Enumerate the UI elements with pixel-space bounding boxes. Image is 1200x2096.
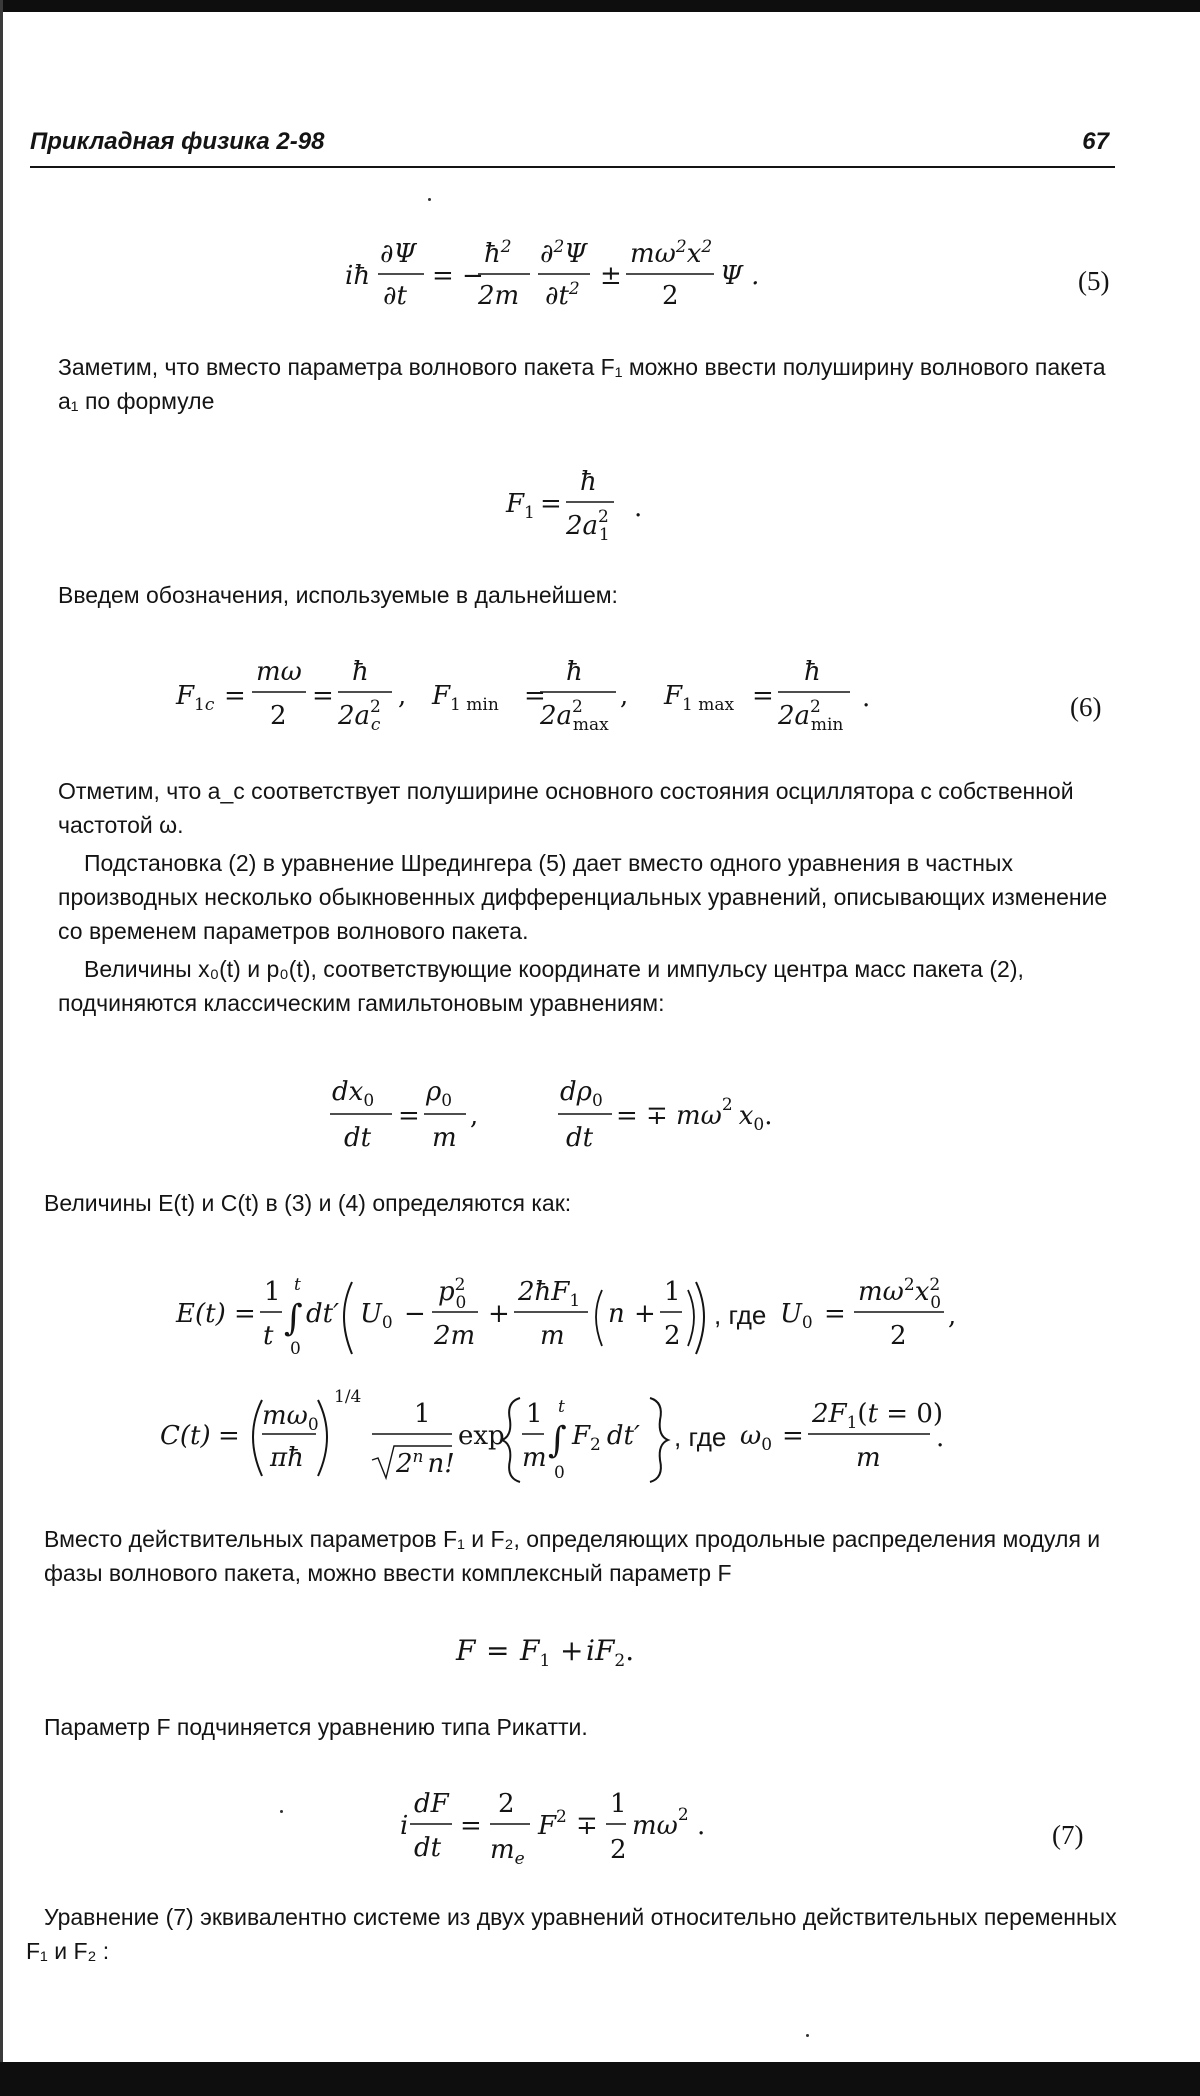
svg-text:mω2x2: $m\omega^2x^2$ — [630, 237, 713, 269]
equation-f1-graphic — [0, 462, 1200, 548]
scan-speck — [428, 198, 431, 201]
svg-text:,: , — [470, 1101, 479, 1131]
equation-7-number: (7) — [1052, 1820, 1084, 1850]
equation-6-number: (6) — [1070, 692, 1102, 722]
equation-hamilton-graphic — [0, 1070, 1200, 1160]
running-title: Прикладная физика 2-98 — [30, 128, 325, 155]
svg-text:m: m — [856, 1443, 881, 1473]
svg-text:1: 1 — [526, 1399, 543, 1429]
svg-text:,: , — [948, 1301, 957, 1331]
svg-text:mω2x0.: $m\omega^2$ $x_0$. — [676, 1095, 773, 1135]
equation-7-graphic — [0, 1778, 1200, 1870]
svg-text:2m: 2m — [478, 281, 520, 311]
svg-text:=: = — [460, 1811, 482, 1841]
scan-border-bottom — [0, 2062, 1200, 2096]
equation-7 — [0, 1778, 1200, 1870]
svg-text:F1: $F_1$ — [520, 1634, 551, 1671]
svg-text:2: 2 — [610, 1835, 627, 1865]
svg-text:∂Ψ: ∂Ψ — [380, 239, 417, 269]
svg-text:=: = — [752, 681, 774, 711]
svg-text:n: n — [608, 1299, 625, 1329]
equation-f1-halfwidth — [0, 462, 1200, 548]
svg-text:t: t — [294, 1275, 301, 1295]
svg-text:2nn!: 2$^n$ n! — [396, 1447, 455, 1479]
svg-text:iF2.: $iF_2$. — [586, 1634, 635, 1671]
svg-text:±: ± — [600, 261, 622, 291]
paragraph-oscillator-ground-state: Отметим, что a_c соответствует полуширине основного состояния осциллятора с собственной частотой ω. — [58, 778, 1080, 838]
svg-text:0: 0 — [554, 1463, 565, 1483]
svg-text:F2dt′: $F_2$ dt′ — [572, 1421, 640, 1455]
svg-text:=: = — [312, 681, 334, 711]
svg-text:U0: $U_0$ — [360, 1299, 393, 1333]
svg-text:F1 min: $F_{1 min}$ — [432, 681, 499, 715]
svg-text:2a2max: $2a^2$ max — [540, 697, 609, 735]
svg-text:=: = — [824, 1299, 846, 1329]
svg-text:ρ0: $\rho_0$ — [426, 1077, 453, 1111]
svg-text:F2: $F^2$ — [538, 1807, 567, 1841]
svg-text:πħ: πħ — [270, 1443, 304, 1473]
equation-normalization-graphic — [0, 1380, 1200, 1492]
svg-text:exp: exp — [458, 1421, 505, 1451]
svg-text:=: = — [540, 489, 562, 519]
svg-text:ħ: ħ — [352, 657, 369, 687]
equation-5 — [0, 232, 1200, 318]
paragraph-packet-halfwidth: Заметим, что вместо параметра волнового пакета F₁ можно ввести полуширину волнового пакета a₁ по формуле — [58, 354, 1112, 414]
svg-text:+: + — [634, 1299, 656, 1329]
svg-text:dρ0: $d\rho_0$ — [560, 1077, 603, 1111]
svg-text:mω2 .: $m\omega^2$ . — [632, 1805, 706, 1841]
svg-text:1: 1 — [414, 1399, 431, 1429]
svg-text:=: = — [782, 1421, 804, 1451]
svg-text:2F1(t = 0): $2F_1(t = 0)$ — [812, 1399, 944, 1433]
svg-text:iħ: iħ — [345, 261, 371, 291]
svg-text:=: = — [398, 1101, 420, 1131]
svg-text:∂t2: $\partial t^2$ — [545, 279, 580, 311]
svg-text:ω0: $\omega_0$ — [740, 1421, 773, 1455]
paragraph-complex-parameter: Вместо действительных параметров F₁ и F₂, определяющих продольные распределения модуля и фазы волнового пакета, можно ввести комплексный параметр F — [44, 1526, 1107, 1586]
svg-text:F: F — [456, 1634, 476, 1667]
svg-text:+: + — [560, 1634, 584, 1667]
svg-text:dt: dt — [344, 1123, 372, 1153]
svg-text:,: , — [620, 681, 629, 711]
svg-text:−: − — [404, 1299, 426, 1329]
svg-text:ħ: ħ — [804, 657, 821, 687]
svg-text:∓: ∓ — [576, 1811, 598, 1841]
svg-text:0: 0 — [290, 1339, 301, 1359]
svg-text:ħ2: $ħ^2$ — [484, 237, 512, 269]
svg-text:∫: ∫ — [284, 1298, 303, 1339]
svg-text:t: t — [263, 1321, 274, 1351]
equation-hamilton — [0, 1070, 1200, 1160]
scan-speck — [806, 2034, 809, 2037]
svg-text:ħ: ħ — [566, 657, 583, 687]
svg-text:=: = — [524, 681, 546, 711]
page-header — [30, 126, 1115, 168]
equation-energy — [0, 1264, 1200, 1364]
svg-text:2: 2 — [498, 1789, 515, 1819]
equation-6 — [0, 652, 1200, 748]
equation-energy-graphic — [0, 1264, 1200, 1364]
paragraph-notation: Введем обозначения, используемые в дальнейшем: — [58, 582, 618, 608]
paragraph-substitution: Подстановка (2) в уравнение Шредингера (5) дает вместо одного уравнения в частных производных несколько обыкновенных дифференциальных уравнений, описывающих изменение со временем параметров волнового пакета. — [58, 850, 1114, 944]
svg-text:=: = — [218, 1421, 240, 1451]
svg-text:mω2x20: $m\omega^2x^2$ 0 — [858, 1275, 942, 1313]
svg-text:F1 max: $F_{1 max}$ — [664, 681, 735, 715]
svg-text:i: i — [400, 1811, 409, 1841]
svg-text:dF: dF — [414, 1789, 449, 1819]
svg-text:1: 1 — [664, 1277, 681, 1307]
svg-text:+: + — [488, 1299, 510, 1329]
svg-text:= −: = − — [432, 261, 484, 291]
svg-text:,: , — [398, 681, 407, 711]
svg-text:1/4: 1/4 — [334, 1387, 362, 1407]
paragraph-energy-norm: Величины E(t) и C(t) в (3) и (4) определяются как: — [44, 1190, 572, 1216]
svg-text:2m: 2m — [434, 1321, 476, 1351]
svg-text:2a2c: $2a^2$ c — [338, 697, 381, 735]
svg-text:dt′: dt′ — [306, 1299, 339, 1329]
equation-normalization — [0, 1380, 1200, 1492]
svg-text:mω0: $m\omega_0$ — [262, 1401, 319, 1435]
svg-text:2ħF1: $2ħF_1$ — [518, 1277, 581, 1311]
svg-text:Ψ .: Ψ . — [720, 261, 760, 291]
paragraph-real-system: Уравнение (7) эквивалентно системе из двух уравнений относительно действительных переменных F₁ и F₂ : — [26, 1904, 1124, 1964]
svg-text:t: t — [558, 1397, 565, 1417]
svg-text:dt: dt — [414, 1833, 442, 1863]
svg-text:C(t): C(t) — [160, 1421, 211, 1451]
equation-complex-f-graphic — [0, 1620, 1200, 1680]
svg-text:dt: dt — [566, 1123, 594, 1153]
svg-text:2: 2 — [890, 1321, 907, 1351]
svg-text:= ∓: = ∓ — [616, 1101, 668, 1131]
svg-text:U0: $U_0$ — [780, 1299, 813, 1333]
paragraph-center-of-mass: Величины x₀(t) и p₀(t), соответствующие координате и импульсу центра масс пакета (2), подчиняются классическим гамильтоновым уравнениям: — [58, 956, 1031, 1016]
svg-text:ħ: ħ — [580, 467, 597, 497]
svg-text:F1: $F_1$ — [506, 489, 535, 523]
equation-5-number: (5) — [1078, 266, 1110, 296]
page-number: 67 — [1082, 128, 1109, 155]
svg-text:=: = — [486, 1634, 510, 1667]
svg-text:.: . — [936, 1423, 945, 1453]
svg-text:p20: $p^2$ 0 — [438, 1275, 467, 1313]
svg-text:dx0: $dx_0$ — [332, 1077, 375, 1111]
svg-text:m: m — [540, 1321, 565, 1351]
svg-text:me: $m_e$ — [490, 1835, 525, 1869]
equation-6-graphic — [0, 652, 1200, 748]
svg-text:∫: ∫ — [548, 1420, 567, 1461]
svg-text:∂2Ψ: ∂$^2$Ψ — [540, 237, 588, 269]
svg-text:2a2min: $2a^2$ min — [778, 697, 844, 735]
svg-text:F1c: $F_1c$ — [176, 681, 215, 715]
svg-text:E(t): E(t) — [176, 1299, 226, 1329]
svg-text:=: = — [234, 1299, 256, 1329]
svg-text:2: 2 — [662, 281, 679, 311]
paragraph-riccati: Параметр F подчиняется уравнению типа Рикатти. — [44, 1714, 588, 1740]
svg-text:, где: , где — [714, 1300, 767, 1330]
equation-complex-f — [0, 1620, 1200, 1680]
svg-text:m: m — [432, 1123, 457, 1153]
svg-text:2: 2 — [270, 701, 287, 731]
svg-text:m: m — [522, 1443, 547, 1473]
svg-text:.: . — [634, 493, 643, 523]
svg-text:∂t: ∂t — [383, 281, 407, 311]
svg-text:.: . — [862, 683, 871, 713]
svg-text:, где: , где — [674, 1422, 727, 1452]
svg-text:mω: mω — [256, 657, 302, 687]
svg-text:1: 1 — [264, 1277, 281, 1307]
svg-text:2a21: $2a^2$ 1 — [566, 507, 610, 545]
svg-text:=: = — [224, 681, 246, 711]
scan-border-top — [0, 0, 1200, 12]
equation-5-graphic — [0, 232, 1200, 318]
svg-text:1: 1 — [610, 1789, 627, 1819]
svg-text:2: 2 — [664, 1321, 681, 1351]
